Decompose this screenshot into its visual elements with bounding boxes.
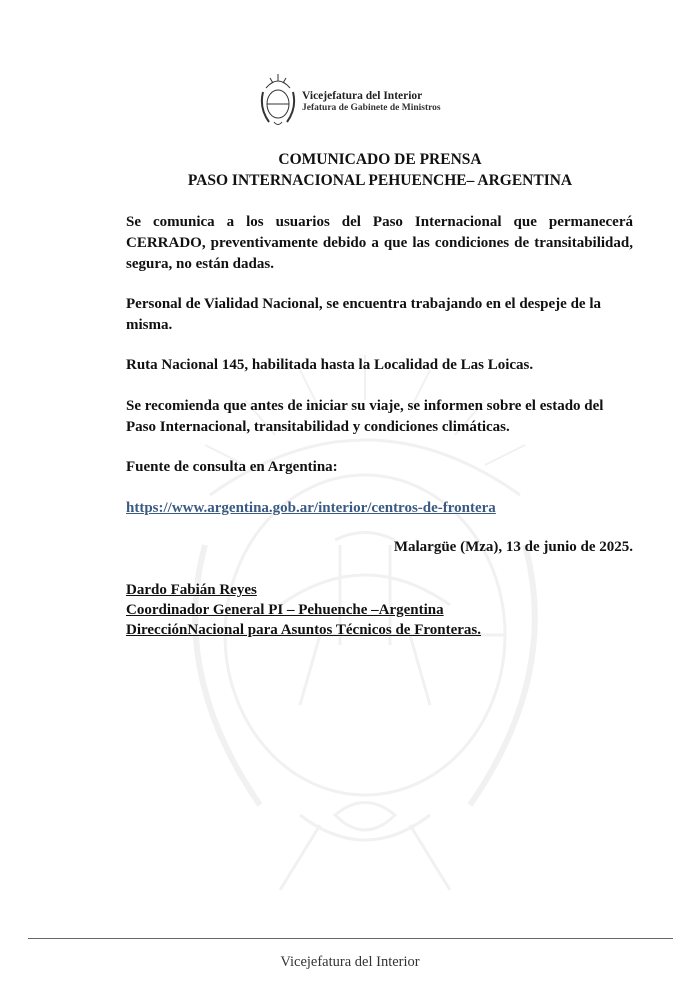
paragraph-closure: Se comunica a los usuarios del Paso Internacional que permanecerá CERRADO, preventivamente debido a que las condiciones de transitabilidad, segura, no están dadas. [126, 214, 633, 272]
suborg-name: Jefatura de Gabinete de Ministros [302, 103, 441, 113]
footer-text: Vicejefatura del Interior [280, 954, 420, 970]
org-name: Vicejefatura del Interior [302, 90, 423, 102]
paragraph-recommendation: Se recomienda que antes de iniciar su viaje, se informen sobre el estado del Paso Internacional, transitabilidad y condiciones climáticas. [126, 398, 604, 435]
paragraph-source: Fuente de consulta en Argentina: [126, 459, 338, 475]
paragraph-vialidad: Personal de Vialidad Nacional, se encuentra trabajando en el despeje de la misma. [126, 296, 601, 333]
signature-role: Coordinador General PI – Pehuenche –Argentina [126, 602, 444, 618]
signature-name: Dardo Fabián Reyes [126, 582, 257, 598]
source-link[interactable]: https://www.argentina.gob.ar/interior/centros-de-frontera [126, 500, 496, 516]
press-release-heading: COMUNICADO DE PRENSA [278, 151, 482, 168]
paragraph-ruta: Ruta Nacional 145, habilitada hasta la Localidad de Las Loicas. [126, 357, 534, 373]
coat-of-arms-icon [258, 72, 298, 132]
letterhead [258, 72, 441, 132]
signature-office: DirecciónNacional para Asuntos Técnicos de Fronteras. [126, 622, 481, 638]
footer-divider [28, 938, 673, 939]
date-line: Malargüe (Mza), 13 de junio de 2025. [393, 539, 633, 555]
press-release-subheading: PASO INTERNACIONAL PEHUENCHE– ARGENTINA [187, 172, 573, 189]
